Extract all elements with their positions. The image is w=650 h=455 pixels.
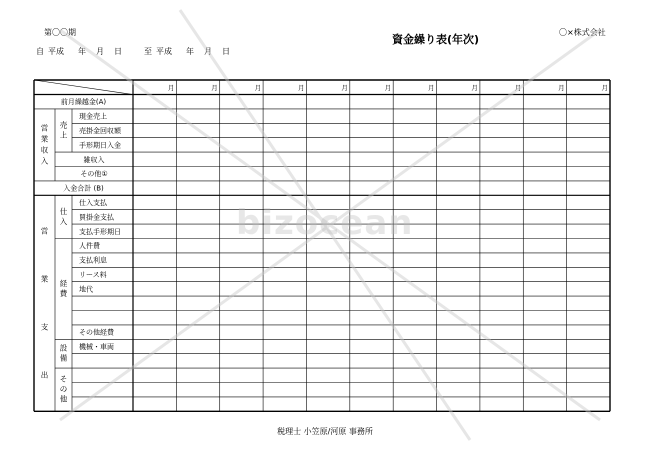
date-range-token: 月 (96, 47, 104, 56)
group-label-char: 入 (40, 156, 49, 166)
subgroup-label-char: 備 (59, 353, 68, 363)
group-label-char: 業 (40, 274, 49, 284)
row-label: 入金合計 (B) (63, 184, 104, 193)
subgroup-label-char: 経 (59, 278, 68, 288)
group-label-char: 営 (40, 226, 49, 236)
date-range-token: 年 (78, 47, 86, 56)
month-header: 月 (211, 83, 218, 92)
date-range-token: 平成 (48, 47, 64, 56)
row-label: 人件費 (79, 242, 100, 251)
month-header: 月 (471, 83, 478, 92)
row-label: その他経費 (79, 328, 114, 337)
date-range-token: 日 (114, 47, 122, 56)
month-header: 月 (428, 83, 435, 92)
row-label: 現金売上 (79, 112, 107, 121)
month-header: 月 (297, 83, 305, 92)
month-header: 月 (601, 83, 608, 92)
row-label: 仕入支払 (79, 199, 107, 207)
month-header: 月 (384, 83, 392, 92)
group-label-char: 業 (40, 134, 49, 144)
row-label: その他① (80, 170, 108, 179)
row-label: 前月繰越金(A) (60, 98, 107, 107)
row-label: 手形期日入金 (79, 141, 121, 150)
document-title: 資金繰り表(年次) (392, 33, 480, 46)
subgroup-label-char: の (59, 384, 68, 394)
subgroup-label-char: 仕 (59, 206, 68, 216)
row-label: リース料 (79, 271, 107, 279)
row-label: 雑収入 (83, 155, 105, 164)
row-label: 支払利息 (79, 256, 107, 265)
date-range-token: 月 (204, 47, 212, 56)
subgroup-label-char: 他 (59, 394, 68, 404)
company-name: 〇×株式会社 (559, 28, 606, 37)
subgroup-label-char: 上 (59, 130, 68, 140)
row-label: 買掛金支払 (79, 213, 114, 222)
footer-office: 税理士 小笠原/河原 事務所 (277, 427, 373, 436)
group-label-char: 営 (40, 123, 49, 133)
date-range-token: 平成 (156, 47, 172, 56)
date-range-token: 年 (186, 47, 194, 56)
month-header: 月 (341, 83, 348, 92)
subgroup-label-char: 売 (59, 120, 68, 130)
row-label: 機械・車両 (79, 343, 114, 351)
row-label: 地代 (79, 285, 93, 294)
period-label: 第〇〇期 (44, 28, 76, 37)
month-header: 月 (514, 83, 522, 92)
subgroup-label-char: そ (59, 374, 68, 384)
date-range-token: 自 (36, 47, 44, 56)
row-label: 売掛金回収額 (79, 127, 121, 135)
header-diagonal (34, 80, 133, 95)
group-label-char: 支 (40, 322, 49, 332)
subgroup-label-char: 入 (59, 216, 68, 226)
watermark-text: bizocean (236, 203, 414, 243)
date-range-token: 日 (222, 47, 230, 56)
month-header: 月 (558, 83, 565, 92)
date-range-token: 至 (144, 47, 152, 56)
subgroup-label-char: 費 (59, 288, 68, 298)
group-label-char: 出 (40, 370, 49, 380)
month-header: 月 (254, 83, 262, 92)
row-label: 支払手形期日 (79, 227, 121, 236)
group-label-char: 収 (40, 145, 49, 155)
month-header: 月 (167, 83, 175, 92)
subgroup-label-char: 設 (59, 343, 68, 353)
